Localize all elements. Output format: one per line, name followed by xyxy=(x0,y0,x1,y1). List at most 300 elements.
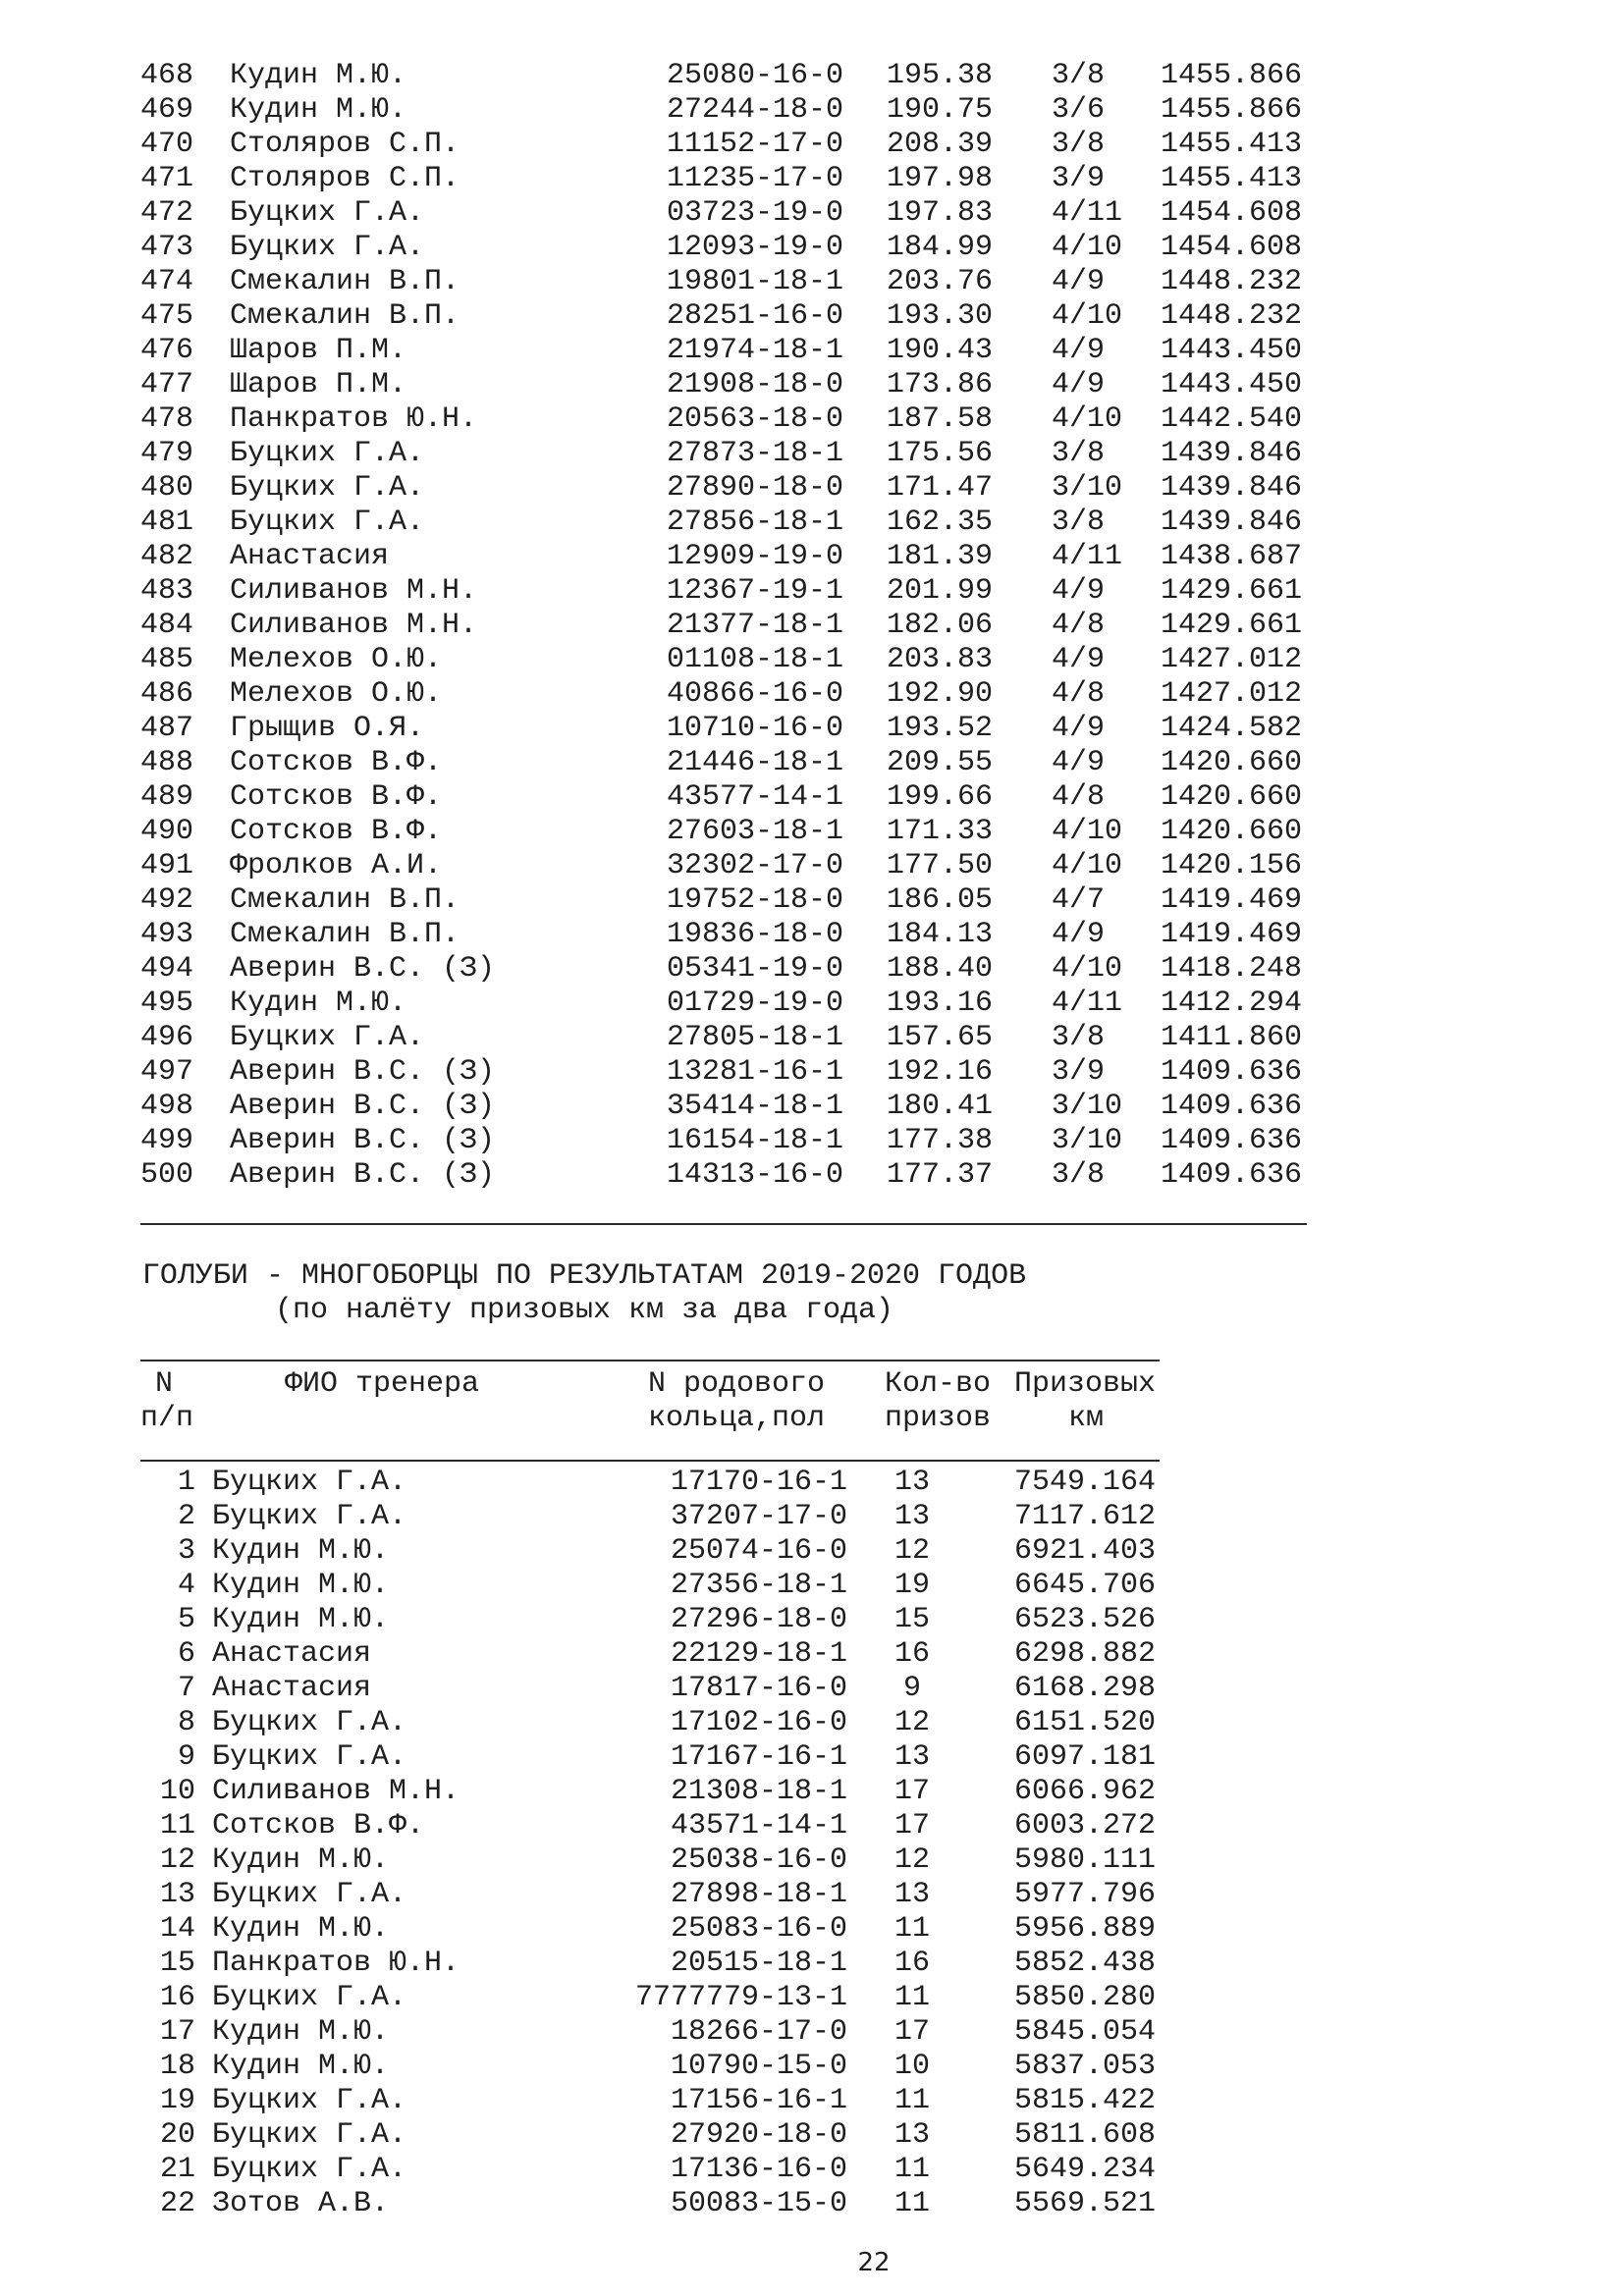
speed-value: 203.76 xyxy=(887,265,994,298)
trainer-name: Буцких Г.А. xyxy=(230,196,425,230)
trainer-name: Сотсков В.Ф. xyxy=(230,815,443,848)
ring-number: 27898-18-1 xyxy=(670,1878,847,1911)
row-number: 1 xyxy=(177,1466,195,1499)
trainer-name: Кудин М.Ю. xyxy=(230,987,407,1020)
prize-km: 6523.526 xyxy=(1014,1603,1157,1636)
coefficient-value: 1429.661 xyxy=(1161,609,1303,642)
ring-number: 28251-16-0 xyxy=(667,299,844,333)
row-number: 19 xyxy=(159,2084,195,2117)
trainer-name: Буцких Г.А. xyxy=(230,471,425,505)
header-km-line2: км xyxy=(1068,1402,1105,1435)
row-number: 15 xyxy=(159,1947,195,1980)
row-number: 5 xyxy=(177,1603,195,1636)
coefficient-value: 1455.413 xyxy=(1161,162,1303,195)
trainer-name: Панкратов Ю.Н. xyxy=(212,1947,460,1980)
ring-number: 17102-16-0 xyxy=(670,1706,847,1739)
ring-number: 17156-16-1 xyxy=(670,2084,847,2117)
prize-count: 9 xyxy=(902,1672,921,1705)
prize-count: 19 xyxy=(893,1569,930,1602)
row-number: 468 xyxy=(140,59,194,92)
ring-number: 37207-17-0 xyxy=(670,1500,847,1533)
coefficient-value: 1454.608 xyxy=(1161,231,1303,264)
speed-value: 193.16 xyxy=(887,987,994,1020)
page-number: 22 xyxy=(857,2248,891,2277)
trainer-name: Кудин М.Ю. xyxy=(212,1912,390,1946)
speed-value: 186.05 xyxy=(887,883,994,917)
prize-ratio: 4/11 xyxy=(1052,196,1123,230)
trainer-name: Грыщив О.Я. xyxy=(230,712,425,745)
trainer-name: Анастасия xyxy=(212,1637,372,1671)
prize-ratio: 4/9 xyxy=(1052,918,1106,951)
coefficient-value: 1455.866 xyxy=(1161,93,1303,127)
prize-ratio: 4/11 xyxy=(1052,987,1123,1020)
prize-km: 7117.612 xyxy=(1014,1500,1157,1533)
trainer-name: Силиванов М.Н. xyxy=(230,574,478,608)
speed-value: 180.41 xyxy=(887,1090,994,1123)
prize-km: 7549.164 xyxy=(1014,1466,1157,1499)
ring-number: 21974-18-1 xyxy=(667,334,844,367)
ring-number: 01108-18-1 xyxy=(667,643,844,676)
prize-ratio: 3/9 xyxy=(1052,1055,1106,1089)
ring-number: 14313-16-0 xyxy=(667,1158,844,1192)
prize-count: 17 xyxy=(893,1775,930,1808)
ring-number: 25074-16-0 xyxy=(670,1534,847,1568)
ring-number: 27873-18-1 xyxy=(667,437,844,470)
prize-km: 5980.111 xyxy=(1014,1843,1157,1877)
ring-number: 50083-15-0 xyxy=(670,2187,847,2220)
row-number: 477 xyxy=(140,368,194,401)
coefficient-value: 1443.450 xyxy=(1161,368,1303,401)
ring-number: 27244-18-0 xyxy=(667,93,844,127)
speed-value: 190.43 xyxy=(887,334,994,367)
ring-number: 43571-14-1 xyxy=(670,1809,847,1842)
row-number: 17 xyxy=(159,2015,195,2049)
prize-ratio: 4/10 xyxy=(1052,952,1123,986)
ring-number: 17817-16-0 xyxy=(670,1672,847,1705)
row-number: 483 xyxy=(140,574,194,608)
ring-number: 21908-18-0 xyxy=(667,368,844,401)
ring-number: 17170-16-1 xyxy=(670,1466,847,1499)
trainer-name: Анастасия xyxy=(230,540,390,573)
ring-number: 27805-18-1 xyxy=(667,1021,844,1054)
trainer-name: Сотсков В.Ф. xyxy=(212,1809,425,1842)
trainer-name: Столяров С.П. xyxy=(230,162,460,195)
header-top-rule xyxy=(140,1360,1160,1362)
speed-value: 173.86 xyxy=(887,368,994,401)
speed-value: 157.65 xyxy=(887,1021,994,1054)
prize-ratio: 3/8 xyxy=(1052,437,1106,470)
ring-number: 13281-16-1 xyxy=(667,1055,844,1089)
row-number: 486 xyxy=(140,677,194,711)
trainer-name: Аверин В.С. (З) xyxy=(230,1090,496,1123)
row-number: 482 xyxy=(140,540,194,573)
trainer-name: Буцких Г.А. xyxy=(230,231,425,264)
trainer-name: Смекалин В.П. xyxy=(230,883,460,917)
prize-ratio: 3/6 xyxy=(1052,93,1106,127)
ring-number: 27856-18-1 xyxy=(667,506,844,539)
row-number: 3 xyxy=(177,1534,195,1568)
prize-km: 5569.521 xyxy=(1014,2187,1157,2220)
coefficient-value: 1442.540 xyxy=(1161,402,1303,436)
coefficient-value: 1429.661 xyxy=(1161,574,1303,608)
prize-km: 6066.962 xyxy=(1014,1775,1157,1808)
prize-km: 5649.234 xyxy=(1014,2153,1157,2186)
trainer-name: Мелехов О.Ю. xyxy=(230,643,443,676)
speed-value: 193.52 xyxy=(887,712,994,745)
header-bottom-rule xyxy=(140,1460,1160,1462)
header-km-line1: Призовых xyxy=(1014,1367,1157,1401)
speed-value: 181.39 xyxy=(887,540,994,573)
trainer-name: Буцких Г.А. xyxy=(212,1981,407,2014)
ring-number: 05341-19-0 xyxy=(667,952,844,986)
row-number: 474 xyxy=(140,265,194,298)
prize-ratio: 3/8 xyxy=(1052,1158,1106,1192)
ring-number: 21308-18-1 xyxy=(670,1775,847,1808)
row-number: 470 xyxy=(140,128,194,161)
trainer-name: Кудин М.Ю. xyxy=(230,93,407,127)
speed-value: 184.99 xyxy=(887,231,994,264)
ring-number: 19752-18-0 xyxy=(667,883,844,917)
speed-value: 203.83 xyxy=(887,643,994,676)
prize-count: 17 xyxy=(893,1809,930,1842)
prize-ratio: 4/7 xyxy=(1052,883,1106,917)
coefficient-value: 1454.608 xyxy=(1161,196,1303,230)
row-number: 479 xyxy=(140,437,194,470)
trainer-name: Анастасия xyxy=(212,1672,372,1705)
prize-km: 5850.280 xyxy=(1014,1981,1157,2014)
coefficient-value: 1409.636 xyxy=(1161,1090,1303,1123)
prize-count: 11 xyxy=(893,1981,930,2014)
table-end-rule xyxy=(140,1223,1307,1225)
row-number: 8 xyxy=(177,1706,195,1739)
prize-count: 17 xyxy=(893,2015,930,2049)
prize-ratio: 4/10 xyxy=(1052,231,1123,264)
prize-count: 13 xyxy=(893,1466,930,1499)
section-subtitle: (по налёту призовых км за два года) xyxy=(274,1294,894,1327)
ring-number: 11152-17-0 xyxy=(667,128,844,161)
prize-ratio: 4/9 xyxy=(1052,265,1106,298)
coefficient-value: 1427.012 xyxy=(1161,643,1303,676)
prize-ratio: 4/10 xyxy=(1052,849,1123,882)
row-number: 493 xyxy=(140,918,194,951)
prize-ratio: 4/10 xyxy=(1052,402,1123,436)
trainer-name: Аверин В.С. (З) xyxy=(230,952,496,986)
row-number: 10 xyxy=(159,1775,195,1808)
prize-ratio: 4/9 xyxy=(1052,368,1106,401)
row-number: 500 xyxy=(140,1158,194,1192)
trainer-name: Силиванов М.Н. xyxy=(230,609,478,642)
ring-number: 27890-18-0 xyxy=(667,471,844,505)
prize-count: 13 xyxy=(893,1740,930,1774)
trainer-name: Мелехов О.Ю. xyxy=(230,677,443,711)
coefficient-value: 1419.469 xyxy=(1161,918,1303,951)
ring-number: 20515-18-1 xyxy=(670,1947,847,1980)
coefficient-value: 1420.156 xyxy=(1161,849,1303,882)
ring-number: 25083-16-0 xyxy=(670,1912,847,1946)
speed-value: 177.50 xyxy=(887,849,994,882)
speed-value: 184.13 xyxy=(887,918,994,951)
trainer-name: Кудин М.Ю. xyxy=(212,1534,390,1568)
prize-count: 16 xyxy=(893,1947,930,1980)
speed-value: 209.55 xyxy=(887,746,994,779)
speed-value: 192.90 xyxy=(887,677,994,711)
ring-number: 21377-18-1 xyxy=(667,609,844,642)
coefficient-value: 1411.860 xyxy=(1161,1021,1303,1054)
prize-km: 6003.272 xyxy=(1014,1809,1157,1842)
coefficient-value: 1420.660 xyxy=(1161,746,1303,779)
trainer-name: Сотсков В.Ф. xyxy=(230,780,443,814)
header-num-line1: N xyxy=(155,1367,174,1401)
trainer-name: Аверин В.С. (З) xyxy=(230,1124,496,1157)
row-number: 488 xyxy=(140,746,194,779)
coefficient-value: 1409.636 xyxy=(1161,1124,1303,1157)
prize-count: 11 xyxy=(893,2153,930,2186)
speed-value: 192.16 xyxy=(887,1055,994,1089)
ring-number: 19801-18-1 xyxy=(667,265,844,298)
trainer-name: Буцких Г.А. xyxy=(212,1740,407,1774)
speed-value: 193.30 xyxy=(887,299,994,333)
ring-number: 11235-17-0 xyxy=(667,162,844,195)
trainer-name: Буцких Г.А. xyxy=(212,1706,407,1739)
prize-ratio: 3/10 xyxy=(1052,471,1123,505)
row-number: 472 xyxy=(140,196,194,230)
speed-value: 182.06 xyxy=(887,609,994,642)
prize-count: 11 xyxy=(893,2187,930,2220)
speed-value: 197.98 xyxy=(887,162,994,195)
ring-number: 32302-17-0 xyxy=(667,849,844,882)
trainer-name: Аверин В.С. (З) xyxy=(230,1055,496,1089)
speed-value: 171.47 xyxy=(887,471,994,505)
ring-number: 27603-18-1 xyxy=(667,815,844,848)
coefficient-value: 1439.846 xyxy=(1161,506,1303,539)
row-number: 473 xyxy=(140,231,194,264)
row-number: 9 xyxy=(177,1740,195,1774)
row-number: 489 xyxy=(140,780,194,814)
prize-ratio: 4/10 xyxy=(1052,815,1123,848)
ring-number: 35414-18-1 xyxy=(667,1090,844,1123)
header-count-line2: призов xyxy=(885,1402,992,1435)
ring-number: 03723-19-0 xyxy=(667,196,844,230)
row-number: 492 xyxy=(140,883,194,917)
prize-ratio: 4/9 xyxy=(1052,746,1106,779)
prize-ratio: 3/10 xyxy=(1052,1090,1123,1123)
ring-number: 40866-16-0 xyxy=(667,677,844,711)
speed-value: 177.38 xyxy=(887,1124,994,1157)
trainer-name: Шаров П.М. xyxy=(230,334,407,367)
ring-number: 7777779-13-1 xyxy=(634,1981,847,2014)
prize-count: 13 xyxy=(893,1500,930,1533)
prize-ratio: 4/8 xyxy=(1052,780,1106,814)
speed-value: 201.99 xyxy=(887,574,994,608)
coefficient-value: 1424.582 xyxy=(1161,712,1303,745)
row-number: 20 xyxy=(159,2118,195,2152)
trainer-name: Зотов А.В. xyxy=(212,2187,390,2220)
speed-value: 195.38 xyxy=(887,59,994,92)
prize-km: 5956.889 xyxy=(1014,1912,1157,1946)
trainer-name: Кудин М.Ю. xyxy=(212,1603,390,1636)
row-number: 469 xyxy=(140,93,194,127)
trainer-name: Кудин М.Ю. xyxy=(212,1569,390,1602)
prize-ratio: 4/9 xyxy=(1052,643,1106,676)
ring-number: 12367-19-1 xyxy=(667,574,844,608)
trainer-name: Шаров П.М. xyxy=(230,368,407,401)
ring-number: 18266-17-0 xyxy=(670,2015,847,2049)
prize-count: 16 xyxy=(893,1637,930,1671)
trainer-name: Кудин М.Ю. xyxy=(212,2050,390,2083)
prize-ratio: 4/9 xyxy=(1052,712,1106,745)
row-number: 21 xyxy=(159,2153,195,2186)
speed-value: 177.37 xyxy=(887,1158,994,1192)
speed-value: 187.58 xyxy=(887,402,994,436)
prize-ratio: 4/8 xyxy=(1052,677,1106,711)
coefficient-value: 1439.846 xyxy=(1161,471,1303,505)
prize-count: 11 xyxy=(893,2084,930,2117)
prize-count: 12 xyxy=(893,1534,930,1568)
prize-ratio: 3/8 xyxy=(1052,1021,1106,1054)
ring-number: 25080-16-0 xyxy=(667,59,844,92)
trainer-name: Буцких Г.А. xyxy=(230,1021,425,1054)
prize-ratio: 3/8 xyxy=(1052,59,1106,92)
row-number: 4 xyxy=(177,1569,195,1602)
speed-value: 190.75 xyxy=(887,93,994,127)
prize-km: 5845.054 xyxy=(1014,2015,1157,2049)
row-number: 485 xyxy=(140,643,194,676)
coefficient-value: 1448.232 xyxy=(1161,265,1303,298)
row-number: 487 xyxy=(140,712,194,745)
row-number: 478 xyxy=(140,402,194,436)
ring-number: 17167-16-1 xyxy=(670,1740,847,1774)
header-count-line1: Кол-во xyxy=(885,1367,992,1401)
prize-km: 5977.796 xyxy=(1014,1878,1157,1911)
speed-value: 188.40 xyxy=(887,952,994,986)
prize-ratio: 4/9 xyxy=(1052,334,1106,367)
row-number: 494 xyxy=(140,952,194,986)
prize-km: 5815.422 xyxy=(1014,2084,1157,2117)
ring-number: 12093-19-0 xyxy=(667,231,844,264)
row-number: 481 xyxy=(140,506,194,539)
trainer-name: Панкратов Ю.Н. xyxy=(230,402,478,436)
trainer-name: Буцких Г.А. xyxy=(230,506,425,539)
row-number: 496 xyxy=(140,1021,194,1054)
prize-count: 10 xyxy=(893,2050,930,2083)
coefficient-value: 1438.687 xyxy=(1161,540,1303,573)
prize-count: 12 xyxy=(893,1706,930,1739)
prize-km: 6298.882 xyxy=(1014,1637,1157,1671)
coefficient-value: 1419.469 xyxy=(1161,883,1303,917)
speed-value: 208.39 xyxy=(887,128,994,161)
prize-ratio: 4/11 xyxy=(1052,540,1123,573)
trainer-name: Буцких Г.А. xyxy=(212,1466,407,1499)
trainer-name: Буцких Г.А. xyxy=(212,2084,407,2117)
row-number: 497 xyxy=(140,1055,194,1089)
row-number: 471 xyxy=(140,162,194,195)
prize-ratio: 3/10 xyxy=(1052,1124,1123,1157)
coefficient-value: 1455.866 xyxy=(1161,59,1303,92)
coefficient-value: 1439.846 xyxy=(1161,437,1303,470)
row-number: 22 xyxy=(159,2187,195,2220)
prize-ratio: 4/8 xyxy=(1052,609,1106,642)
trainer-name: Смекалин В.П. xyxy=(230,265,460,298)
coefficient-value: 1409.636 xyxy=(1161,1158,1303,1192)
prize-ratio: 3/8 xyxy=(1052,128,1106,161)
ring-number: 19836-18-0 xyxy=(667,918,844,951)
trainer-name: Аверин В.С. (З) xyxy=(230,1158,496,1192)
trainer-name: Буцких Г.А. xyxy=(212,1500,407,1533)
prize-km: 5837.053 xyxy=(1014,2050,1157,2083)
row-number: 7 xyxy=(177,1672,195,1705)
row-number: 495 xyxy=(140,987,194,1020)
row-number: 475 xyxy=(140,299,194,333)
ring-number: 20563-18-0 xyxy=(667,402,844,436)
header-ring-line1: N родового xyxy=(648,1367,826,1401)
trainer-name: Буцких Г.А. xyxy=(212,2153,407,2186)
ring-number: 21446-18-1 xyxy=(667,746,844,779)
row-number: 499 xyxy=(140,1124,194,1157)
prize-ratio: 4/10 xyxy=(1052,299,1123,333)
coefficient-value: 1409.636 xyxy=(1161,1055,1303,1089)
row-number: 16 xyxy=(159,1981,195,2014)
row-number: 476 xyxy=(140,334,194,367)
trainer-name: Кудин М.Ю. xyxy=(212,2015,390,2049)
row-number: 2 xyxy=(177,1500,195,1533)
coefficient-value: 1427.012 xyxy=(1161,677,1303,711)
ring-number: 01729-19-0 xyxy=(667,987,844,1020)
prize-km: 6151.520 xyxy=(1014,1706,1157,1739)
ring-number: 22129-18-1 xyxy=(670,1637,847,1671)
row-number: 491 xyxy=(140,849,194,882)
ring-number: 27296-18-0 xyxy=(670,1603,847,1636)
ring-number: 25038-16-0 xyxy=(670,1843,847,1877)
prize-count: 13 xyxy=(893,1878,930,1911)
header-name: ФИО тренера xyxy=(285,1367,480,1401)
ring-number: 17136-16-0 xyxy=(670,2153,847,2186)
trainer-name: Смекалин В.П. xyxy=(230,299,460,333)
trainer-name: Силиванов М.Н. xyxy=(212,1775,460,1808)
speed-value: 171.33 xyxy=(887,815,994,848)
prize-count: 15 xyxy=(893,1603,930,1636)
ring-number: 16154-18-1 xyxy=(667,1124,844,1157)
trainer-name: Буцких Г.А. xyxy=(212,2118,407,2152)
ring-number: 12909-19-0 xyxy=(667,540,844,573)
row-number: 490 xyxy=(140,815,194,848)
coefficient-value: 1420.660 xyxy=(1161,780,1303,814)
speed-value: 199.66 xyxy=(887,780,994,814)
ring-number: 27920-18-0 xyxy=(670,2118,847,2152)
prize-km: 6921.403 xyxy=(1014,1534,1157,1568)
header-num-line2: п/п xyxy=(140,1402,194,1435)
trainer-name: Сотсков В.Ф. xyxy=(230,746,443,779)
coefficient-value: 1443.450 xyxy=(1161,334,1303,367)
coefficient-value: 1412.294 xyxy=(1161,987,1303,1020)
row-number: 13 xyxy=(159,1878,195,1911)
prize-km: 6168.298 xyxy=(1014,1672,1157,1705)
row-number: 480 xyxy=(140,471,194,505)
ring-number: 10710-16-0 xyxy=(667,712,844,745)
prize-count: 11 xyxy=(893,1912,930,1946)
row-number: 14 xyxy=(159,1912,195,1946)
prize-count: 12 xyxy=(893,1843,930,1877)
prize-ratio: 3/8 xyxy=(1052,506,1106,539)
prize-km: 5852.438 xyxy=(1014,1947,1157,1980)
coefficient-value: 1455.413 xyxy=(1161,128,1303,161)
row-number: 18 xyxy=(159,2050,195,2083)
prize-km: 6645.706 xyxy=(1014,1569,1157,1602)
coefficient-value: 1418.248 xyxy=(1161,952,1303,986)
prize-ratio: 4/9 xyxy=(1052,574,1106,608)
speed-value: 197.83 xyxy=(887,196,994,230)
trainer-name: Кудин М.Ю. xyxy=(230,59,407,92)
ring-number: 27356-18-1 xyxy=(670,1569,847,1602)
